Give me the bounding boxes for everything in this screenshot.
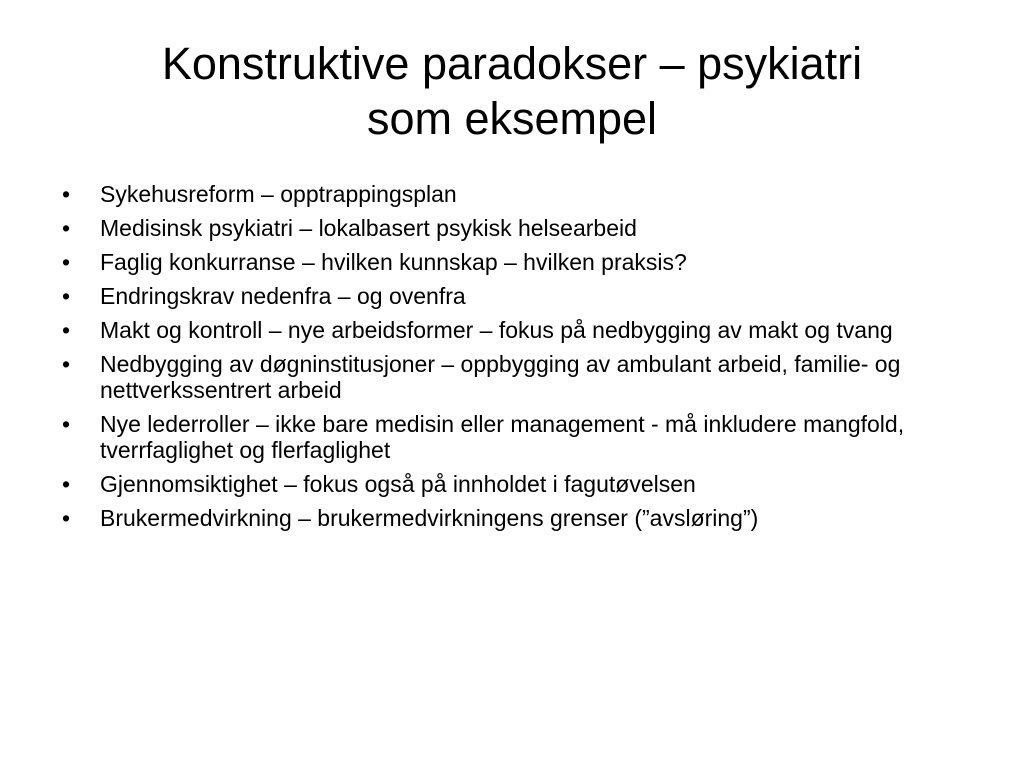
slide-title-line-1: Konstruktive paradokser – psykiatri xyxy=(161,38,863,89)
bullet-item xyxy=(62,317,992,343)
bullet-text: Nye lederroller – ikke bare medisin eller management - må inkludere mangfold, tverrfaglighet og flerfaglighet xyxy=(100,411,905,463)
bullet-marker: • xyxy=(62,505,71,531)
bullet-marker: • xyxy=(62,215,71,241)
bullet-text: Endringskrav nedenfra – og ovenfra xyxy=(100,283,466,309)
bullet-text: Brukermedvirkning – brukermedvirkningens grenser (”avsløring”) xyxy=(100,505,759,531)
slide-title xyxy=(40,36,984,146)
bullet-item xyxy=(62,411,992,463)
bullet-item xyxy=(62,505,992,531)
bullet-text: Nedbygging av døgninstitusjoner – oppbygging av ambulant arbeid, familie- og nettverkssentrert arbeid xyxy=(100,351,901,403)
bullet-text: Makt og kontroll – nye arbeidsformer – fokus på nedbygging av makt og tvang xyxy=(100,317,893,343)
bullet-marker: • xyxy=(62,351,71,377)
bullet-item xyxy=(62,283,992,309)
bullet-list xyxy=(62,181,992,539)
bullet-text: Medisinsk psykiatri – lokalbasert psykisk helsearbeid xyxy=(100,215,637,241)
bullet-marker: • xyxy=(62,317,71,343)
bullet-item xyxy=(62,471,992,497)
bullet-item xyxy=(62,351,992,403)
bullet-item xyxy=(62,181,992,207)
bullet-text: Gjennomsiktighet – fokus også på innholdet i fagutøvelsen xyxy=(100,471,696,497)
bullet-marker: • xyxy=(62,249,71,275)
bullet-marker: • xyxy=(62,283,71,309)
bullet-text: Faglig konkurranse – hvilken kunnskap – hvilken praksis? xyxy=(100,249,687,275)
bullet-text: Sykehusreform – opptrappingsplan xyxy=(100,181,457,207)
bullet-item xyxy=(62,249,992,275)
bullet-item xyxy=(62,215,992,241)
bullet-marker: • xyxy=(62,181,71,207)
bullet-marker: • xyxy=(62,471,71,497)
bullet-marker: • xyxy=(62,411,71,437)
slide-title-line-2: som eksempel xyxy=(366,93,658,144)
